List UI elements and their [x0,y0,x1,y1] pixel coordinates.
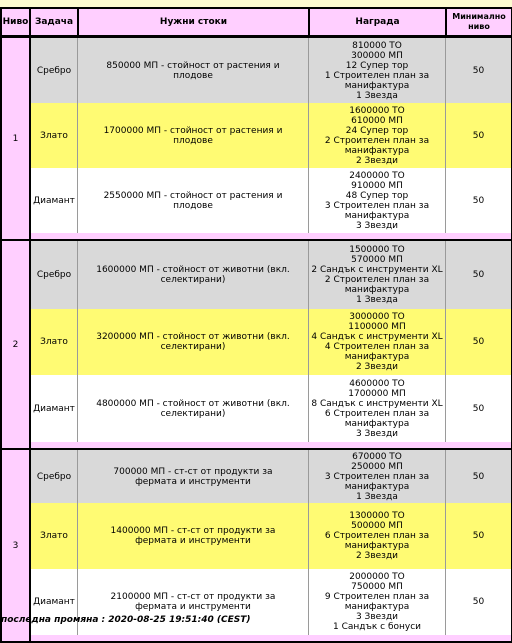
task-name: Сребро [31,241,77,309]
reward-item: 250000 МП [351,461,403,472]
required-goods: 4800000 МП - стойност от животни (вкл. селектирани) [77,375,308,442]
min-level: 50 [445,503,511,569]
task-name: Злато [31,503,77,569]
reward-item: 4600000 ТО [349,378,405,389]
required-goods: 1700000 МП - стойност от растения и плодове [77,103,308,168]
reward-item: 9 Строителен план за манифактура [324,592,430,612]
reward-item: 1700000 МП [348,388,406,399]
reward-item: 3 Звезди [355,612,399,622]
level-tasks [31,450,511,641]
task-row [31,503,511,569]
min-level: 50 [445,450,511,503]
min-level: 50 [445,375,511,442]
reward-item: 2 Звезди [355,551,399,561]
section-spacer [31,635,511,641]
header-row [0,7,511,36]
task-row [31,103,511,168]
reward-list [308,503,445,569]
reward-item: 2 Звезди [355,362,399,372]
required-goods: 2550000 МП - стойност от растения и плодове [77,168,308,233]
header-reward: Награда [308,7,445,36]
reward-list [308,38,445,103]
level-number: 3 [0,448,29,641]
required-goods: 1600000 МП - стойност от животни (вкл. селектирани) [77,241,308,309]
reward-item: 2 Строителен план за манифактура [324,275,430,295]
header-requirements: Нужни стоки [77,7,308,36]
task-row [31,38,511,103]
reward-list [308,103,445,168]
min-level: 50 [445,168,511,233]
task-name: Диамант [31,569,77,635]
header-level: Ниво [0,7,29,36]
level-number: 2 [0,239,29,448]
reward-item: 1500000 ТО [349,245,405,255]
reward-list [308,309,445,375]
spacer-cell [31,635,511,641]
min-level: 50 [445,241,511,309]
task-name: Диамант [31,375,77,442]
level-section [0,448,511,641]
task-row [31,375,511,442]
reward-list [308,168,445,233]
reward-item: 2 Строителен план за манифактура [324,135,430,156]
reward-item: 4 Сандък с инструменти XL [311,332,443,342]
reward-item: 910000 МП [351,180,403,191]
reward-item: 300000 МП [351,50,403,61]
reward-item: 3 Звезди [355,428,399,439]
level-tasks [31,38,511,239]
level-section [0,239,511,448]
reward-list [308,450,445,503]
reward-item: 750000 МП [351,582,403,592]
reward-item: 2 Сандък с инструменти XL [311,265,443,275]
last-modified: последна промяна : 2020-08-25 19:51:40 (CEST) [1,615,251,625]
task-name: Злато [31,309,77,375]
reward-item: 12 Супер тор [345,60,409,71]
task-row [31,309,511,375]
header-min-level: Минимално ниво [445,7,511,36]
min-level: 50 [445,103,511,168]
reward-item: 610000 МП [351,115,403,126]
reward-item: 3 Строителен план за манифактура [324,200,430,221]
reward-item: 670000 ТО [352,451,402,462]
min-level: 50 [445,569,511,635]
task-name: Сребро [31,450,77,503]
reward-item: 3 Строителен план за манифактура [324,471,430,492]
reward-item: 6 Строителен план за манифактура [324,531,430,551]
reward-item: 3000000 ТО [349,312,405,322]
min-level: 50 [445,309,511,375]
reward-list [308,241,445,309]
reward-item: 24 Супер тор [345,125,409,136]
task-name: Злато [31,103,77,168]
level-number: 1 [0,36,29,239]
reward-item: 2400000 ТО [349,170,405,181]
level-section [0,36,511,239]
rewards-table [0,7,512,643]
required-goods: 700000 МП - ст-ст от продукти за фермата и инструменти [77,450,308,503]
required-goods: 850000 МП - стойност от растения и плодове [77,38,308,103]
reward-item: 500000 МП [351,521,403,531]
reward-list [308,569,445,635]
header-task: Задача [29,7,77,36]
task-row [31,569,511,635]
task-row [31,241,511,309]
reward-item: 1 Сандък с бонуси [332,622,422,632]
required-goods: 1400000 МП - ст-ст от продукти за фермата и инструменти [77,503,308,569]
reward-item: 1300000 ТО [349,511,405,521]
reward-item: 6 Строителен план за манифактура [324,408,430,429]
reward-item: 1 Строителен план за манифактура [324,70,430,91]
required-goods: 2100000 МП - ст-ст от продукти за фермата и инструменти [77,569,308,635]
reward-item: 2 Звезди [355,155,399,166]
task-name: Сребро [31,38,77,103]
task-row [31,168,511,233]
reward-item: 1 Звезда [356,295,398,305]
min-level: 50 [445,38,511,103]
reward-item: 810000 ТО [352,40,402,51]
reward-item: 8 Сандък с инструменти XL [311,398,443,409]
task-row [31,450,511,503]
reward-item: 48 Супер тор [345,190,409,201]
required-goods: 3200000 МП - стойност от животни (вкл. селектирани) [77,309,308,375]
reward-list [308,375,445,442]
reward-item: 3 Звезди [355,220,399,231]
reward-item: 2000000 ТО [349,572,405,582]
level-tasks [31,241,511,448]
reward-item: 570000 МП [351,255,403,265]
reward-item: 4 Строителен план за манифактура [324,342,430,362]
reward-item: 1 Звезда [356,90,398,101]
reward-item: 1100000 МП [348,322,406,332]
task-name: Диамант [31,168,77,233]
reward-item: 1600000 ТО [349,105,405,116]
reward-item: 1 Звезда [356,491,398,502]
